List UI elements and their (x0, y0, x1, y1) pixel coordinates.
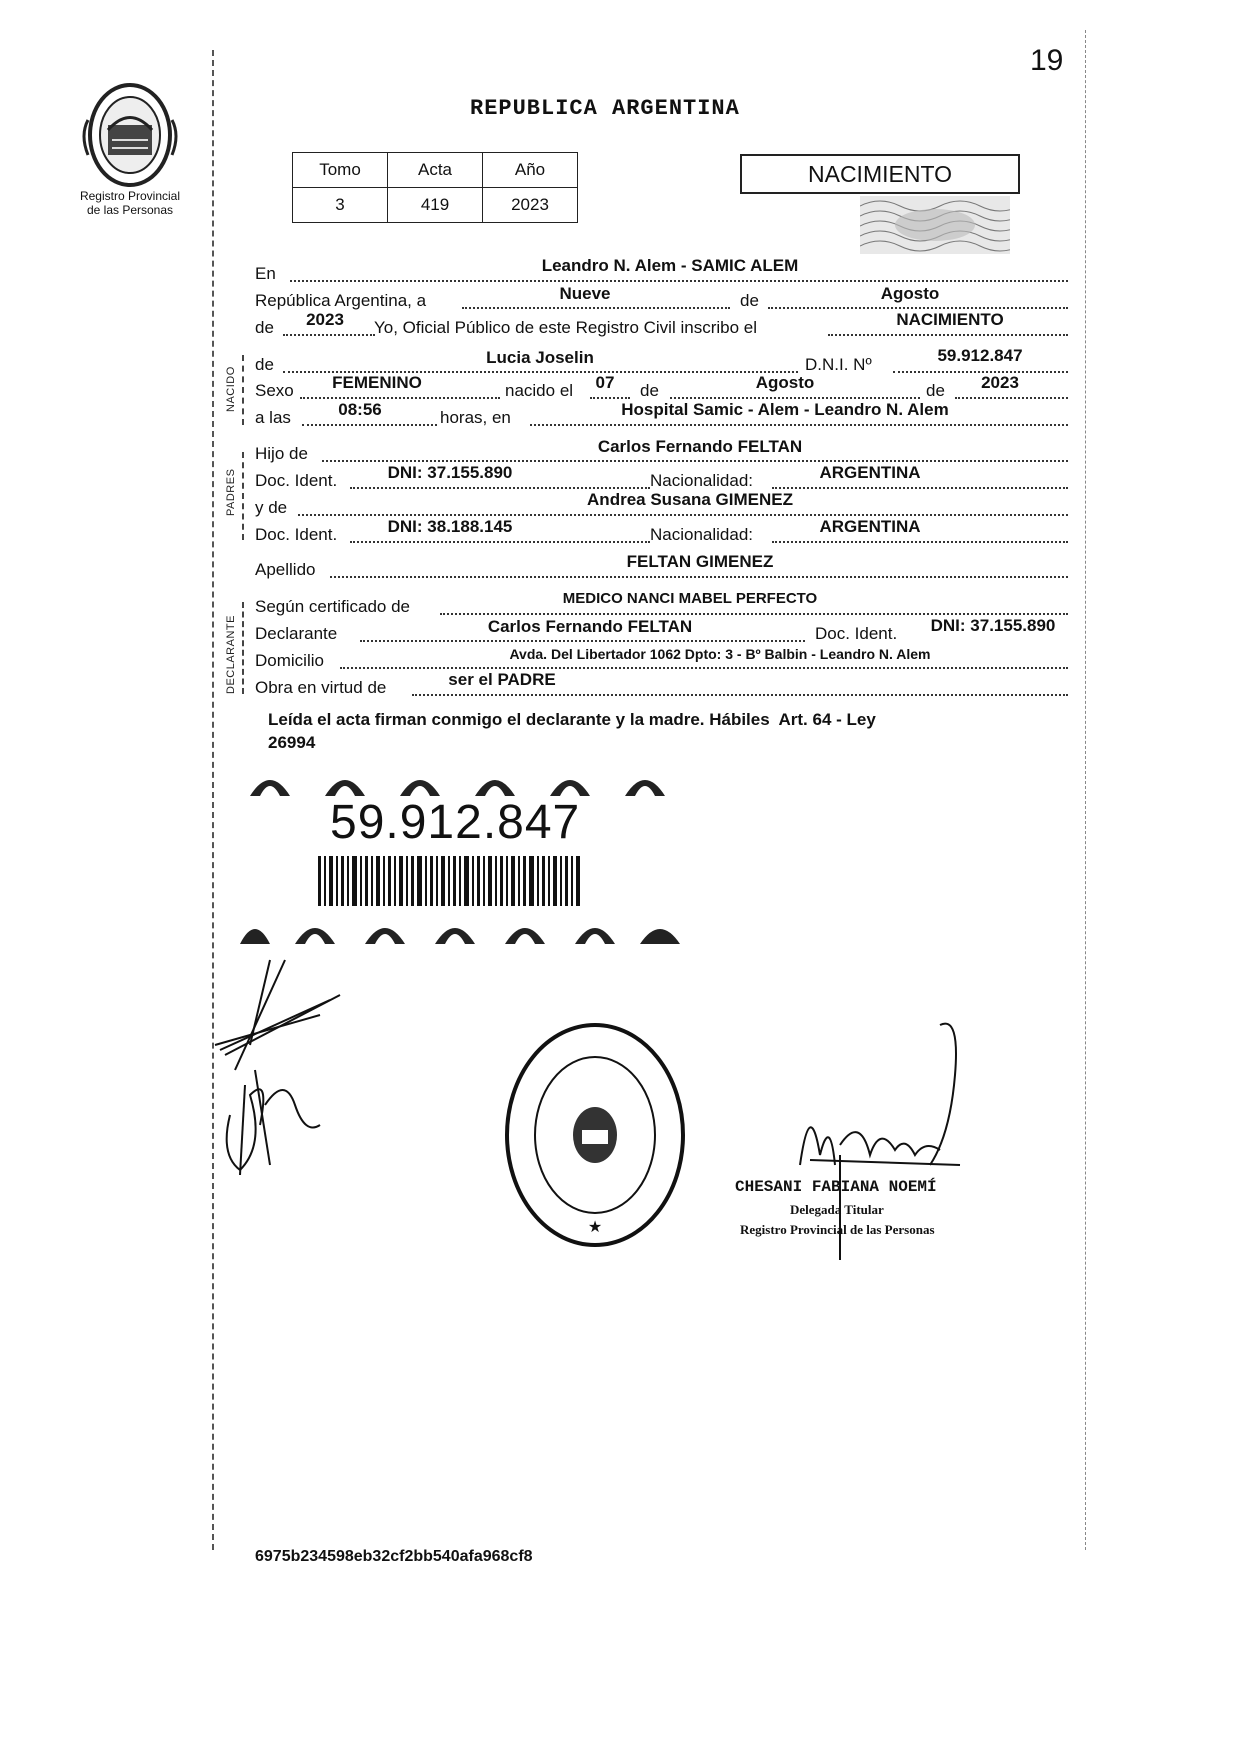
side-label-nacido: NACIDO (225, 366, 237, 412)
label-a-las: a las (255, 408, 291, 427)
value-lugar: Leandro N. Alem - SAMIC ALEM (541, 256, 799, 275)
label-obra: Obra en virtud de (255, 678, 387, 697)
value-anio: 2023 (306, 310, 344, 329)
declarant-signature (210, 955, 360, 1185)
dots-certificado (440, 613, 1068, 615)
dots-mes (768, 307, 1068, 309)
dots-declarante (360, 640, 805, 642)
label-en: En (255, 264, 276, 283)
value-obra: ser el PADRE (448, 670, 556, 689)
dots-dia (462, 307, 730, 309)
value-padre-doc: DNI: 37.155.890 (387, 463, 513, 482)
value-declarante: Carlos Fernando FELTAN (487, 617, 693, 636)
value-lugar-nac: Hospital Samic - Alem - Leandro N. Alem (621, 400, 949, 419)
label-domicilio: Domicilio (255, 651, 324, 670)
value-padre-nac: ARGENTINA (819, 463, 921, 482)
dots-madre-doc (350, 541, 650, 543)
value-nac-dia: 07 (595, 373, 615, 392)
dots-en (290, 280, 1068, 282)
dots-nac-mes (670, 397, 920, 399)
dots-apellido (330, 576, 1068, 578)
province-seal-icon (70, 80, 190, 190)
side-divider-1 (242, 355, 244, 425)
table-header-tomo: Tomo (293, 153, 388, 188)
dots-domicilio (340, 667, 1068, 669)
value-padre: Carlos Fernando FELTAN (597, 437, 803, 456)
value-madre: Andrea Susana GIMENEZ (587, 490, 793, 509)
value-nac-mes: Agosto (755, 373, 815, 392)
label-de-year: de (255, 318, 274, 337)
side-divider-3 (242, 602, 244, 694)
label-apellido: Apellido (255, 560, 316, 579)
value-nombre: Lucia Joselin (486, 348, 594, 367)
dots-madre-nac (772, 541, 1068, 543)
reference-table (292, 152, 578, 223)
label-nacionalidad-1: Nacionalidad: (650, 471, 754, 490)
dots-sexo (300, 397, 500, 399)
value-tipo: NACIMIENTO (896, 310, 1004, 329)
label-segun: Según certificado de (255, 597, 410, 616)
table-cell-anio: 2023 (483, 188, 578, 223)
value-sexo: FEMENINO (332, 373, 422, 392)
page-number: 19 (1030, 44, 1064, 77)
value-dia: Nueve (559, 284, 611, 303)
dots-padre-doc (350, 487, 650, 489)
value-madre-doc: DNI: 38.188.145 (387, 517, 513, 536)
logo-caption-line2: de las Personas (86, 203, 174, 217)
right-margin-line (1085, 30, 1086, 1550)
dots-nac-dia (590, 397, 630, 399)
dots-nac-anio (955, 397, 1068, 399)
label-hijo-de: Hijo de (255, 444, 308, 463)
value-nac-anio: 2023 (981, 373, 1019, 392)
label-de-month: de (740, 291, 759, 310)
label-declarante: Declarante (255, 624, 338, 643)
label-doc-ident-2: Doc. Ident. (255, 525, 338, 544)
value-hora: 08:56 (338, 400, 382, 419)
side-label-declarante: DECLARANTE (225, 615, 237, 694)
value-certificado: MEDICO NANCI MABEL PERFECTO (562, 590, 818, 607)
table-header-acta: Acta (388, 153, 483, 188)
table-cell-tomo: 3 (293, 188, 388, 223)
label-nacido-el: nacido el (505, 381, 574, 400)
dots-padre (322, 460, 1068, 462)
value-dni: 59.912.847 (937, 346, 1023, 365)
dots-padre-nac (772, 487, 1068, 489)
left-margin-line (212, 50, 214, 1550)
logo (70, 80, 190, 217)
label-doc-ident-1: Doc. Ident. (255, 471, 338, 490)
label-sexo: Sexo (255, 381, 294, 400)
label-horas-en: horas, en (440, 408, 511, 427)
dots-madre (298, 514, 1068, 516)
security-band-bottom (240, 910, 680, 946)
dots-anio (283, 334, 375, 336)
header-title: REPUBLICA ARGENTINA (470, 96, 740, 121)
value-madre-nac: ARGENTINA (819, 517, 921, 536)
label-de-name: de (255, 355, 274, 374)
svg-text:★: ★ (587, 1219, 603, 1236)
label-nacionalidad-2: Nacionalidad: (650, 525, 754, 544)
security-band-top (240, 762, 680, 798)
dots-lugar-nac (530, 424, 1068, 426)
side-label-padres: PADRES (225, 468, 237, 516)
closing-text-line2: 26994 (268, 733, 316, 752)
closing-text-line1: Leída el acta firman conmigo el declarante y la madre. Hábiles Art. 64 - Ley (268, 710, 876, 729)
official-office: Registro Provincial de las Personas (740, 1222, 935, 1237)
dots-tipo (828, 334, 1068, 336)
label-de-birth-month: de (640, 381, 659, 400)
security-hologram (860, 196, 1010, 254)
label-republica: República Argentina, a (255, 291, 427, 310)
value-mes: Agosto (880, 284, 940, 303)
official-name: CHESANI FABIANA NOEMÍ (735, 1178, 937, 1196)
table-cell-acta: 419 (388, 188, 483, 223)
logo-caption-line1: Registro Provincial (79, 189, 181, 203)
doc-type-box: NACIMIENTO (740, 154, 1020, 194)
official-role: Delegada Titular (790, 1202, 884, 1217)
barcode-number: 59.912.847 (330, 796, 581, 849)
label-y-de: y de (255, 498, 288, 517)
value-apellido: FELTAN GIMENEZ (626, 552, 774, 571)
value-domicilio: Avda. Del Libertador 1062 Dpto: 3 - Bº Balbin - Leandro N. Alem (509, 646, 931, 662)
barcode (318, 856, 580, 906)
dots-obra (412, 694, 1068, 696)
label-de-birth-year: de (926, 381, 945, 400)
value-declarante-doc: DNI: 37.155.890 (930, 616, 1056, 635)
label-dni: D.N.I. Nº (805, 355, 872, 374)
label-yo-oficial: Yo, Oficial Público de este Registro Civil inscribo el (374, 318, 757, 337)
table-header-anio: Año (483, 153, 578, 188)
label-doc-ident-decl: Doc. Ident. (815, 624, 898, 643)
dots-hora (302, 424, 437, 426)
footer-hash: 6975b234598eb32cf2bb540afa968cf8 (255, 1548, 533, 1565)
official-stamp (500, 1020, 690, 1250)
side-divider-2 (242, 452, 244, 540)
